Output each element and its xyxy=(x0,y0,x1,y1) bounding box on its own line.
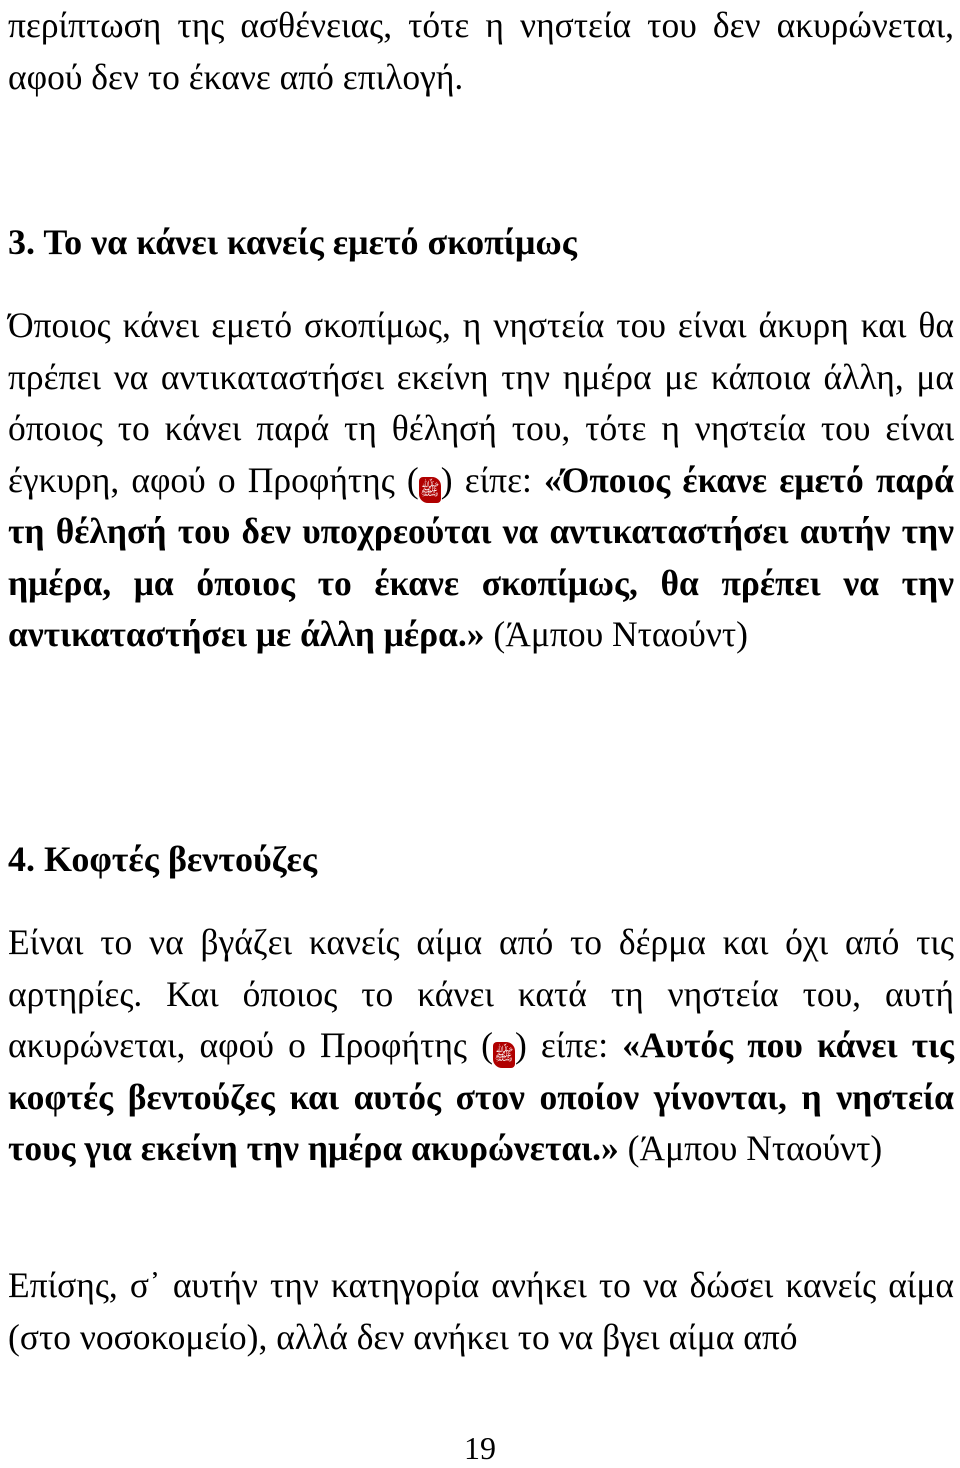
hadith-quote: «Όποιος έκανε εμετό παρά τη θέλησή του δεν υποχρεούται να αντικαταστήσει αυτήν την ημέρα, μα όποιος το έκανε σκοπίμως, θα πρέπει να την αντικαταστήσει με άλλη μέρα.» xyxy=(8,459,954,654)
paragraph-text: Είναι το να βγάζει κανείς αίμα από το δέρμα και όχι από τις αρτηρίες. Και όποιος το κάνει κατά τη νηστεία του, αυτή ακυρώνεται, αφού ο Προφήτης ( xyxy=(8,922,954,1065)
hadith-source: (Άμπου Νταούντ) xyxy=(618,1128,883,1168)
paragraph-text: ) είπε: xyxy=(514,1025,623,1065)
hadith-quote: «Αυτός που κάνει τις κοφτές βεντούζες και αυτός στον οποίον γίνονται, η νηστεία τους για εκείνη την ημέρα ακυρώνεται.» xyxy=(8,1025,954,1168)
paragraph-cupping xyxy=(8,917,954,1175)
page-number: 19 xyxy=(464,1430,496,1466)
pbuh-calligraphy-icon: ﷺ xyxy=(493,1042,515,1068)
paragraph-text: περίπτωση της ασθένειας, τότε η νηστεία του δεν ακυρώνεται, αφού δεν το έκανε από επιλογή. xyxy=(8,5,954,97)
hadith-source: (Άμπου Νταούντ) xyxy=(484,614,748,654)
paragraph-text: Επίσης, σ᾽ αυτήν την κατηγορία ανήκει το να δώσει κανείς αίμα (στο νοσοκομείο), αλλά δεν ανήκει το να βγει αίμα από xyxy=(8,1265,954,1357)
pbuh-calligraphy-icon: ﷺ xyxy=(419,477,441,503)
paragraph-blood-donation xyxy=(8,1260,954,1363)
paragraph-text: Όποιος κάνει εμετό σκοπίμως, η νηστεία του είναι άκυρη και θα πρέπει να αντικαταστήσει εκείνη την ημέρα με κάποια άλλη, μα όποιος το κάνει παρά τη θέλησή του, τότε η νηστεία του είναι έγκυρη, αφού ο Προφήτης ( xyxy=(8,305,954,500)
paragraph-text: ) είπε: xyxy=(440,459,544,500)
paragraph-vomiting xyxy=(8,300,954,661)
section-heading-3: 3. Το να κάνει κανείς εμετό σκοπίμως xyxy=(8,222,577,262)
section-heading-4: 4. Κοφτές βεντούζες xyxy=(8,839,318,879)
paragraph-continuation xyxy=(8,0,954,103)
